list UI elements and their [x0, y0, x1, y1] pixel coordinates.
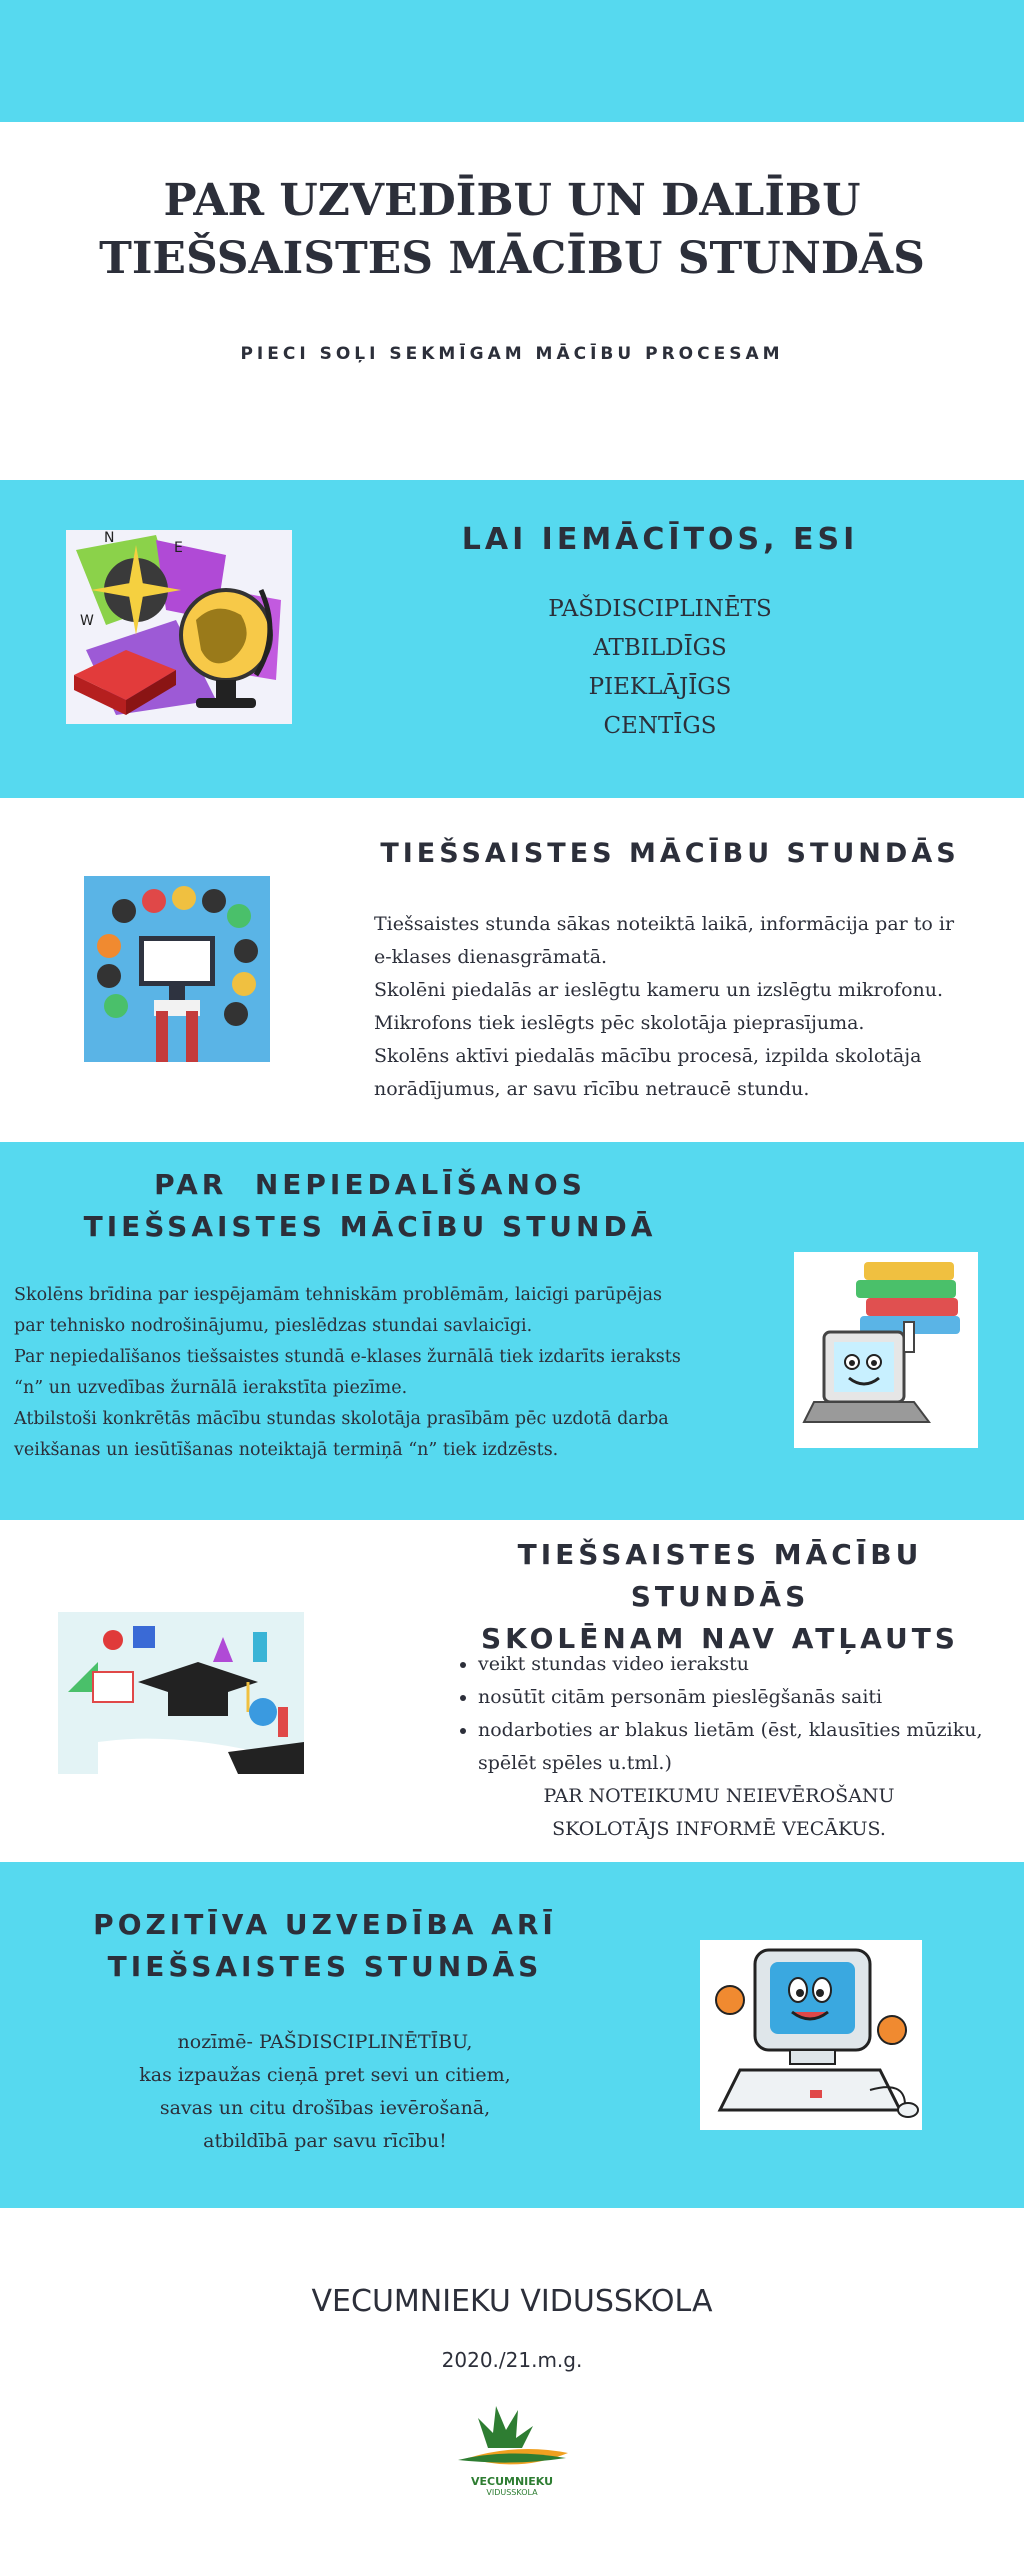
text-line: Tiešsaistes stunda sākas noteiktā laikā, informācija par to ir — [374, 913, 955, 935]
footer — [0, 2208, 1024, 2560]
text-line: e-klases dienasgrāmatā. — [374, 946, 608, 968]
section-positive-behaviour — [0, 1862, 1024, 2208]
section3-heading — [40, 1164, 700, 1248]
section4-heading — [430, 1534, 1010, 1660]
school-name: VECUMNIEKU VIDUSSKOLA — [311, 2284, 713, 2319]
section-not-allowed — [0, 1520, 1024, 1862]
text-line: norādījumus, ar savu rīcību netraucē stundu. — [374, 1078, 810, 1100]
list-item-continuation: spēlēt spēles u.tml.) — [478, 1752, 672, 1774]
section5-text — [40, 2026, 610, 2158]
school-logo — [448, 2398, 576, 2498]
page-title-line-2: TIEŠSAISTES MĀCĪBU STUNDĀS — [99, 233, 925, 284]
page-title-line-1: PAR UZVEDĪBU UN DALĪBU — [163, 175, 861, 226]
text-line: Par nepiedalīšanos tiešsaistes stundā e-klases žurnālā tiek izdarīts ieraksts — [14, 1347, 681, 1367]
section2-text — [374, 908, 1014, 1106]
text-line: kas izpaužas cieņā pret sevi un citiem, — [139, 2064, 511, 2086]
list-item: • nosūtīt citām personām pieslēgšanās saiti — [478, 1681, 1014, 1714]
list-item: • veikt stundas video ierakstu — [478, 1648, 1014, 1681]
section-learning-qualities — [0, 480, 1024, 798]
text-line: atbildībā par savu rīcību! — [203, 2130, 447, 2152]
section4-heading-line-2: SKOLĒNAM NAV ATĻAUTS — [481, 1622, 959, 1655]
quality-item: CENTĪGS — [603, 713, 717, 739]
text-line: savas un citu drošības ievērošanā, — [159, 2097, 491, 2119]
text-line: Skolēns aktīvi piedalās mācību procesā, izpilda skolotāja — [374, 1045, 922, 1067]
section3-heading-line-2: TIEŠSAISTES MĀCĪBU STUNDĀ — [83, 1210, 657, 1243]
happy-computer-image — [700, 1940, 922, 2130]
section3-heading-line-1: PAR NEPIEDALĪŠANOS — [154, 1168, 586, 1201]
leaf-logo-icon — [448, 2398, 576, 2472]
list-item: • nodarboties ar blakus lietām (ēst, klausīties mūziku, — [478, 1714, 1014, 1747]
notice-line-1: PAR NOTEIKUMU NEIEVĒROŠANU — [543, 1785, 895, 1807]
section3-text — [14, 1280, 754, 1466]
svg-text:E: E — [174, 540, 183, 556]
section-online-lessons — [0, 798, 1024, 1142]
header-section — [0, 122, 1024, 480]
online-learning-image — [84, 876, 270, 1062]
text-line: nozīmē- PAŠDISCIPLINĒTĪBU, — [177, 2031, 473, 2053]
education-cap-image — [58, 1612, 304, 1774]
section5-heading-line-2: TIEŠSAISTES STUNDĀS — [107, 1950, 543, 1983]
text-line: Mikrofons tiek ieslēgts pēc skolotāja pieprasījuma. — [374, 1012, 865, 1034]
school-year: 2020./21.m.g. — [441, 2348, 583, 2372]
section5-heading-line-1: POZITĪVA UZVEDĪBA ARĪ — [93, 1908, 557, 1941]
top-banner — [0, 0, 1024, 122]
logo-text-line-1: VECUMNIEKU — [470, 2475, 554, 2488]
section-absence — [0, 1142, 1024, 1520]
text-line: veikšanas un iesūtīšanas noteiktajā termiņā “n” tiek izdzēsts. — [14, 1440, 559, 1460]
page-subtitle: PIECI SOĻI SEKMĪGAM MĀCĪBU PROCESAM — [240, 344, 784, 364]
svg-text:W: W — [80, 613, 94, 629]
svg-text:N: N — [104, 530, 115, 546]
parents-notice — [454, 1780, 984, 1846]
quality-item: PAŠDISCIPLINĒTS — [548, 596, 772, 622]
section4-heading-line-1: TIEŠSAISTES MĀCĪBU STUNDĀS — [517, 1538, 923, 1613]
text-line: “n” un uzvedības žurnālā ierakstīta piezīme. — [14, 1378, 408, 1398]
compass-globe-book-image — [66, 530, 292, 724]
logo-text-line-2: VIDUSSKOLA — [486, 2488, 538, 2497]
section2-heading: TIEŠSAISTES MĀCĪBU STUNDĀS — [380, 838, 960, 869]
quality-item: PIEKLĀJĪGS — [588, 674, 732, 700]
text-line: par tehnisko nodrošinājumu, pieslēdzas stundai savlaicīgi. — [14, 1316, 533, 1336]
text-line: Skolēns brīdina par iespējamām tehniskām problēmām, laicīgi parūpējas — [14, 1285, 662, 1305]
laptop-books-image — [794, 1252, 978, 1448]
not-allowed-list — [454, 1648, 1014, 1780]
quality-item: ATBILDĪGS — [593, 635, 727, 661]
qualities-list — [380, 590, 940, 746]
notice-line-2: SKOLOTĀJS INFORMĒ VECĀKUS. — [552, 1818, 886, 1840]
section5-heading — [40, 1904, 610, 1988]
text-line: Skolēni piedalās ar ieslēgtu kameru un izslēgtu mikrofonu. — [374, 979, 944, 1001]
section1-heading: LAI IEMĀCĪTOS, ESI — [461, 522, 859, 557]
text-line: Atbilstoši konkrētās mācību stundas skolotāja prasībām pēc uzdotā darba — [14, 1409, 669, 1429]
